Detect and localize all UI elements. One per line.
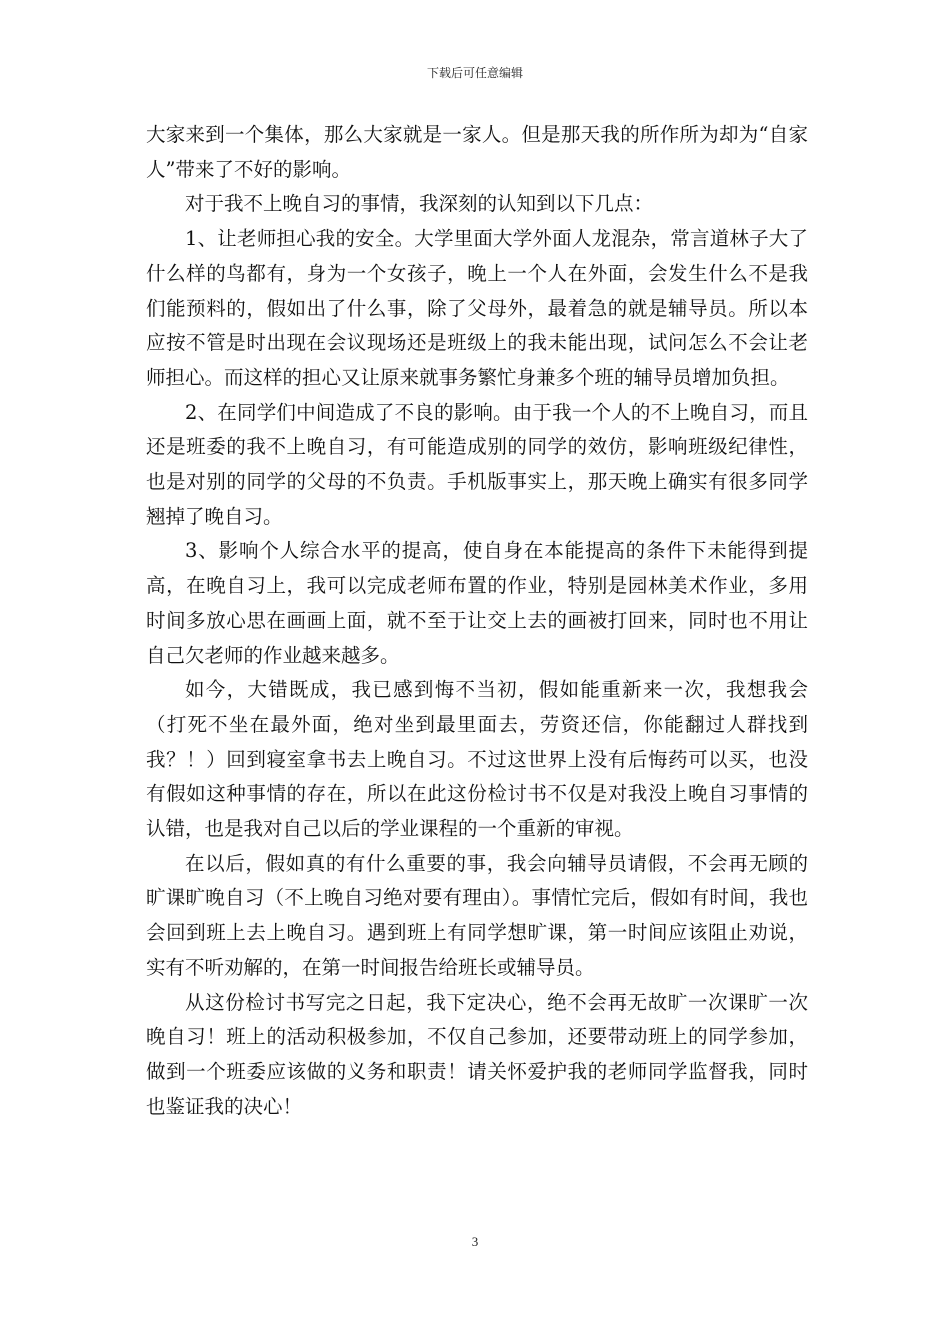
paragraph-point-1: 1、让老师担心我的安全。大学里面大学外面人龙混杂，常言道林子大了什么样的鸟都有，身为一个女孩子，晚上一个人在外面，会发生什么不是我们能预料的，假如出了什么事，除了父母外，最着急的就是辅导员。所以本应按不管是时出现在会议现场还是班级上的我未能出现，试问怎么不会让老师担心。而这样的担心又让原来就事务繁忙身兼多个班的辅导员增加负担。 [146, 227, 808, 389]
paragraph-intro: 对于我不上晚自习的事情，我深刻的认知到以下几点： [185, 192, 654, 216]
paragraph-point-2: 2、在同学们中间造成了不良的影响。由于我一个人的不上晚自习，而且还是班委的我不上晚自习，有可能造成别的同学的效仿，影响班级纪律性，也是对别的同学的父母的不负责。手机版事实上，那天晚上确实有很多同学翘掉了晚自习。 [146, 400, 808, 528]
paragraph-point-3: 3、影响个人综合水平的提高，使自身在本能提高的条件下未能得到提高，在晚自习上，我可以完成老师布置的作业，特别是园林美术作业，多用时间多放心思在画画上面，就不至于让交上去的画被打回来，同时也不用让自己欠老师的作业越来越多。 [146, 539, 808, 667]
paragraph-reflection: 如今，大错既成，我已感到悔不当初，假如能重新来一次，我想我会（打死不坐在最外面，绝对坐到最里面去，劳资还信，你能翻过人群找到我？！）回到寝室拿书去上晚自习。不过这世界上没有后悔药可以买，也没有假如这种事情的存在，所以在此这份检讨书不仅是对我没上晚自习事情的认错，也是我对自己以后的学业课程的一个重新的审视。 [146, 678, 808, 841]
document-body [146, 118, 808, 1124]
page-number: 3 [471, 1234, 479, 1249]
page-header: 下载后可任意编辑 [426, 66, 523, 80]
paragraph-resolution: 从这份检讨书写完之日起，我下定决心，绝不会再无故旷一次课旷一次晚自习！班上的活动积极参加，不仅自己参加，还要带动班上的同学参加，做到一个班委应该做的义务和职责！请关怀爱护我的老师同学监督我，同时也鉴证我的决心！ [146, 990, 808, 1118]
paragraph-future: 在以后，假如真的有什么重要的事，我会向辅导员请假，不会再无顾的旷课旷晚自习（不上晚自习绝对要有理由）。事情忙完后，假如有时间，我也会回到班上去上晚自习。遇到班上有同学想旷课，第一时间应该阻止劝说，实有不听劝解的，在第一时间报告给班长或辅导员。 [146, 851, 808, 979]
paragraph-continuation: 大家来到一个集体，那么大家就是一家人。但是那天我的所作所为却为“自家人”带来了不好的影响。 [146, 123, 808, 181]
